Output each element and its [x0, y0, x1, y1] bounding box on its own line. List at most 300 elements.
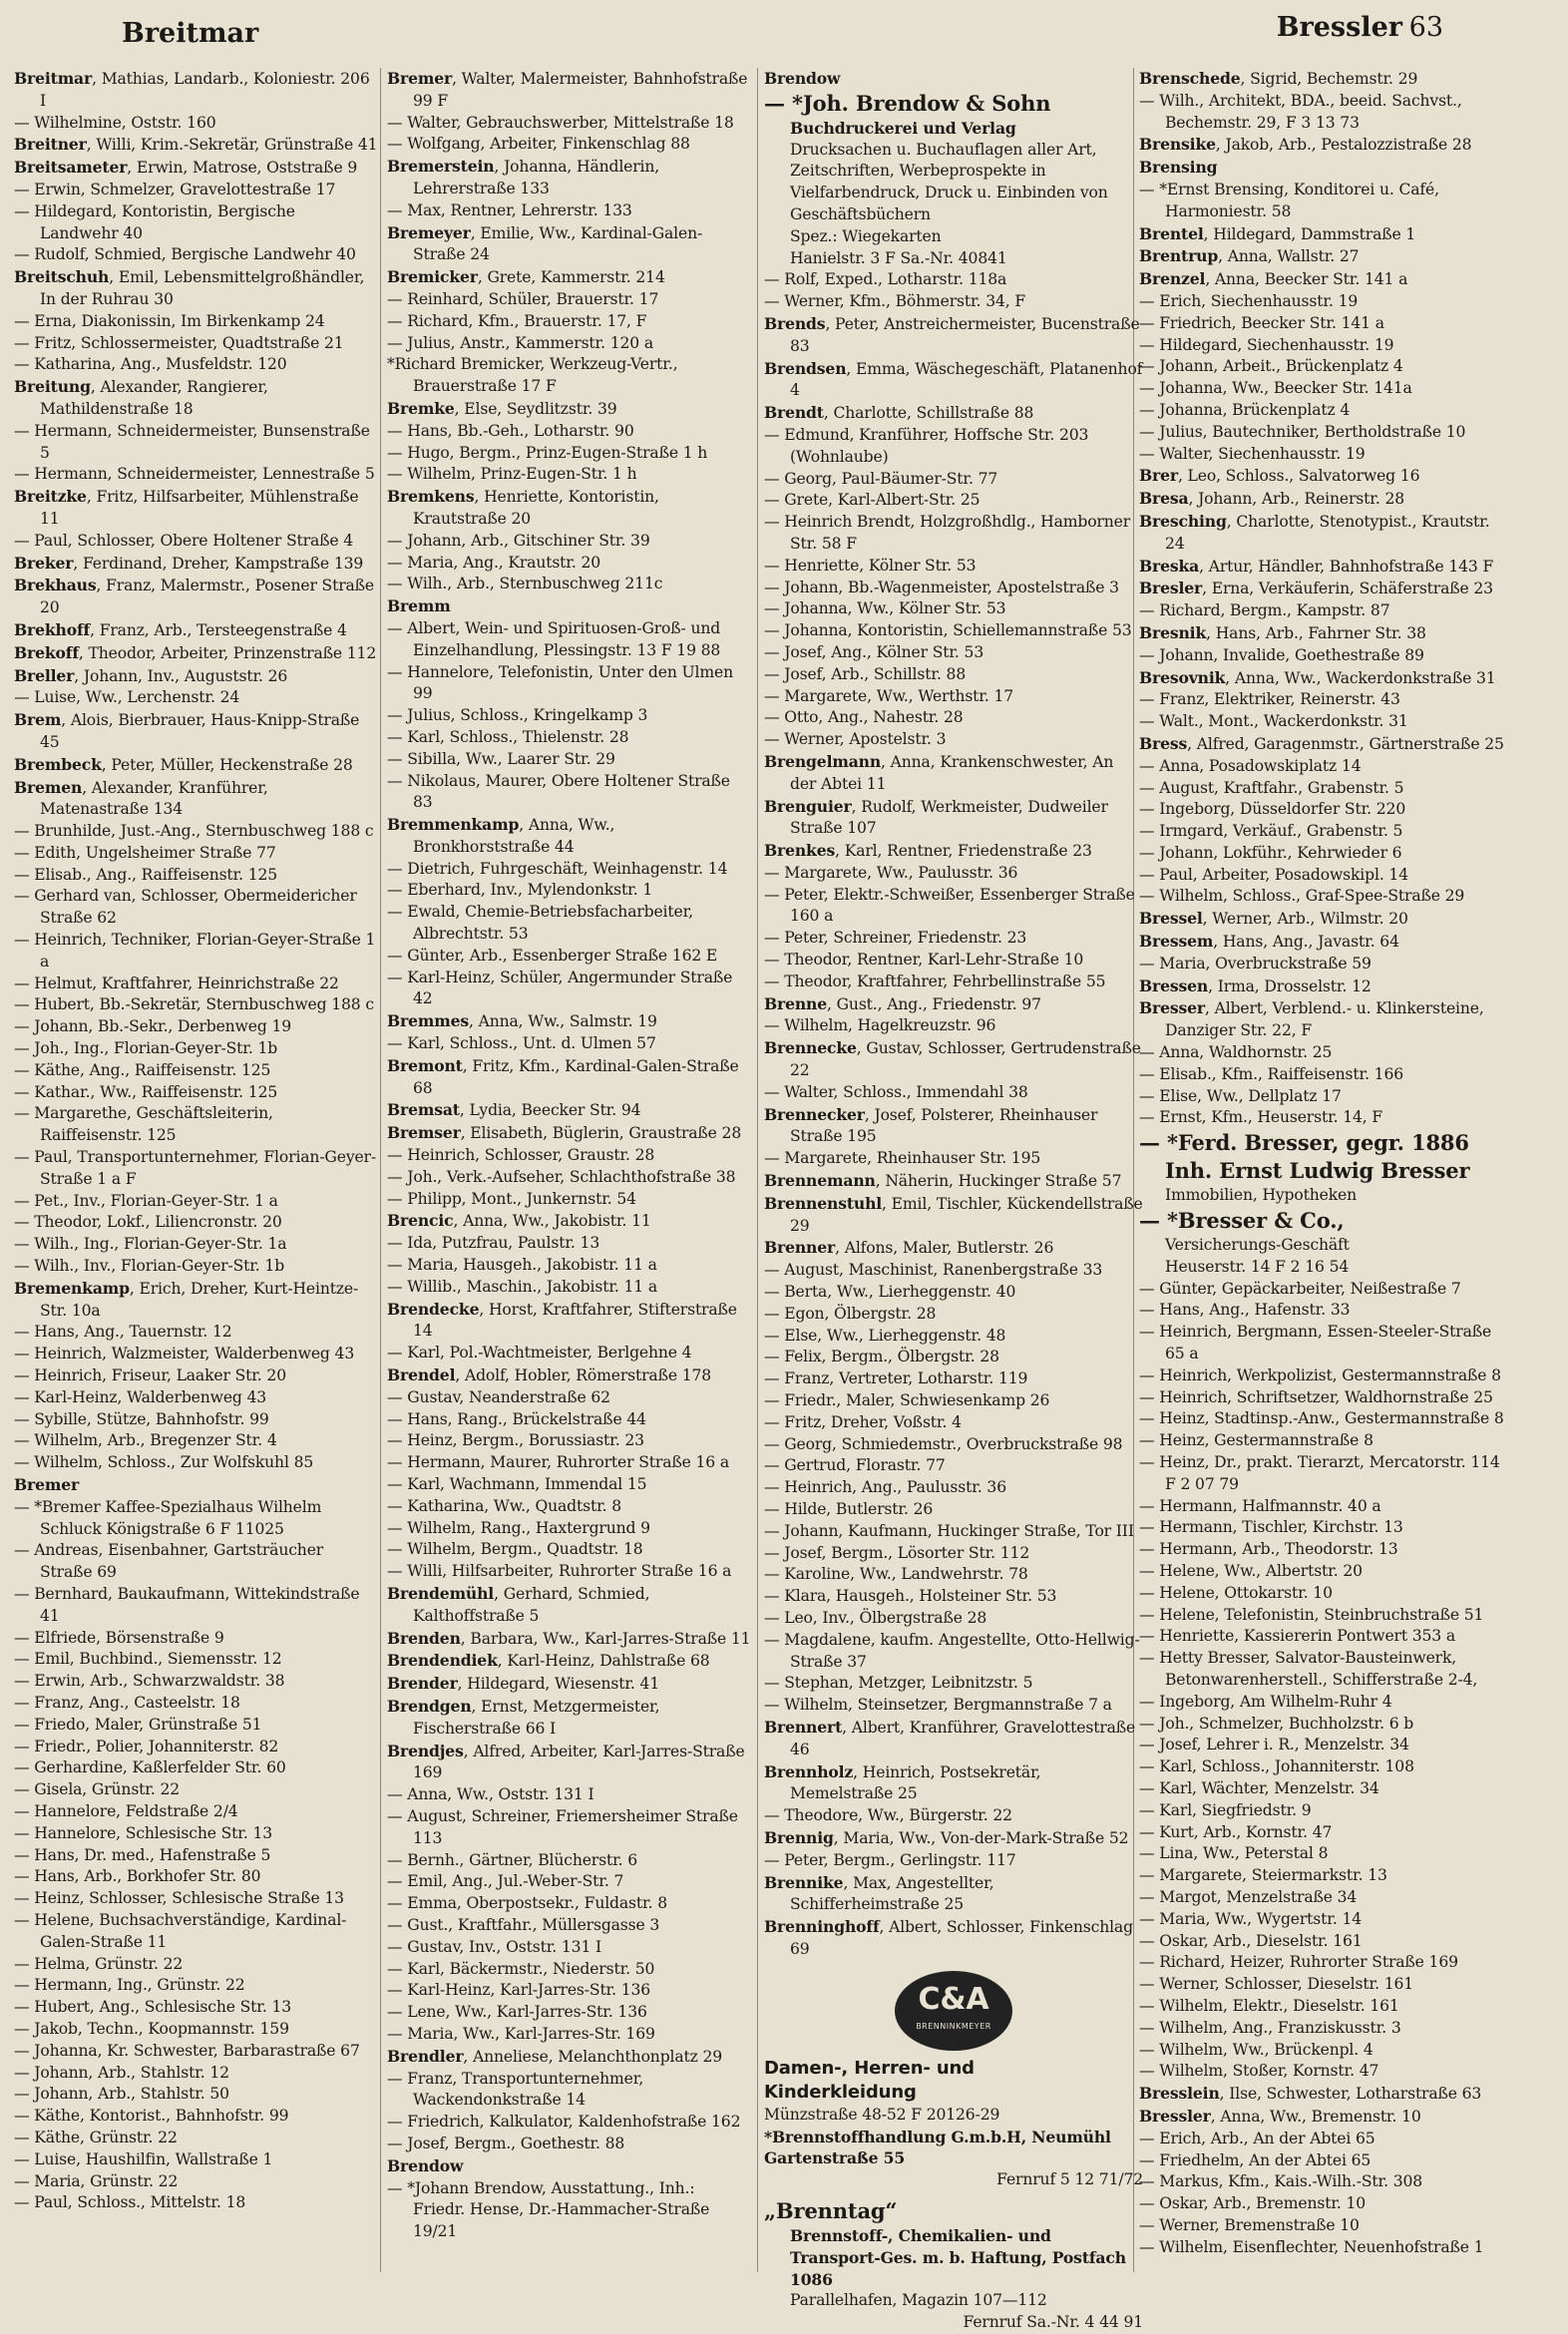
entry-details: — Franz, Elektriker, Reinerstr. 43 [1139, 690, 1400, 709]
directory-entry [1139, 2237, 1510, 2259]
directory-entry [14, 1278, 378, 1323]
entry-details: , Leo, Schloss., Salvatorweg 16 [1177, 467, 1420, 486]
directory-entry [764, 402, 1143, 425]
entry-details: — Wilhelm, Rang., Haxtergrund 9 [387, 1518, 650, 1537]
directory-entry [387, 1343, 751, 1364]
directory-entry [14, 531, 378, 553]
directory-entry [764, 1850, 1143, 1872]
directory-entry [1139, 1756, 1510, 1778]
entry-details: , Emma, Wäschegeschäft, Platanenhof 4 [790, 359, 1143, 400]
entry-details: — Karl, Siegfriedstr. 9 [1139, 1800, 1312, 1819]
directory-entry [14, 886, 378, 930]
directory-entry [1139, 975, 1510, 998]
entry-surname: Brennike [764, 1872, 844, 1892]
entry-details: — Wilh., Inv., Florian-Geyer-Str. 1b [14, 1257, 285, 1276]
directory-entry [764, 1521, 1143, 1543]
directory-entry [1139, 1452, 1510, 1496]
entry-details: — Philipp, Mont., Junkernstr. 54 [387, 1189, 636, 1208]
entry-details: — Heinrich, Schlosser, Graustr. 28 [387, 1146, 655, 1165]
directory-entry [14, 1103, 378, 1147]
entry-details: — Katharina, Ang., Musfeldstr. 120 [14, 355, 287, 374]
directory-entry [387, 1055, 751, 1100]
directory-entry [1139, 843, 1510, 865]
directory-entry [1139, 778, 1510, 800]
entry-surname: Breitzke [14, 487, 87, 507]
entry-surname: Bremicker [387, 267, 478, 287]
directory-entry [14, 1866, 378, 1888]
entry-details: — Emma, Oberpostsekr., Fuldastr. 8 [387, 1894, 667, 1913]
directory-entry [14, 2041, 378, 2063]
entry-details: — Bernhard, Baukaufmann, Wittekindstraße 41 [14, 1584, 360, 1625]
entry-details: — Johann, Bb.-Sekr., Derbenweg 19 [14, 1017, 292, 1036]
entry-details: — Hans, Ang., Hafenstr. 33 [1139, 1301, 1351, 1320]
directory-entry [14, 1452, 378, 1474]
directory-entry [387, 2046, 751, 2069]
entry-details: — Anna, Posadowskiplatz 14 [1139, 756, 1362, 775]
directory-entry [387, 618, 751, 662]
directory-entry [1139, 1931, 1510, 1953]
entry-details: — Peter, Schreiner, Friedenstr. 23 [764, 929, 1027, 948]
directory-entry [764, 1499, 1143, 1521]
directory-entry [14, 1997, 378, 2019]
directory-entry [14, 1344, 378, 1365]
entry-surname: Brekhoff [14, 619, 91, 639]
directory-entry [1139, 2129, 1510, 2150]
entry-details: — Walter, Siechenhausstr. 19 [1139, 444, 1366, 463]
entry-details: — Elfriede, Börsenstraße 9 [14, 1628, 224, 1647]
directory-entry [387, 421, 751, 443]
directory-entry [764, 1761, 1143, 1806]
ca-logo-text: C&A [918, 1981, 989, 2017]
entry-details: — Heinz, Dr., prakt. Tierarzt, Mercatorstr. 114 F 2 07 79 [1139, 1453, 1500, 1493]
directory-entry [14, 843, 378, 865]
entry-details: — Johann, Bb.-Wagenmeister, Apostelstraße 3 [764, 578, 1119, 596]
directory-entry [764, 512, 1143, 556]
entry-details: — Wilh., Ing., Florian-Geyer-Str. 1a [14, 1235, 287, 1254]
entry-details: — Heinrich, Walzmeister, Walderbenweg 43 [14, 1345, 355, 1363]
entry-details: — Franz, Vertreter, Lotharstr. 119 [764, 1369, 1028, 1388]
entry-details: — Margarethe, Geschäftsleiterin, Raiffeisenstr. 125 [14, 1104, 273, 1145]
entry-details: , Hildegard, Dammstraße 1 [1203, 224, 1416, 243]
directory-entry [14, 486, 378, 531]
entry-details: — Hans, Ang., Tauernstr. 12 [14, 1323, 232, 1342]
directory-entry [1139, 1692, 1510, 1714]
entry-details: — Hermann, Schneidermeister, Bunsenstraße 5 [14, 421, 370, 462]
entry-details: — Egon, Ölbergstr. 28 [764, 1304, 937, 1323]
directory-entry [1139, 2150, 1510, 2172]
entry-details: — Lina, Ww., Peterstal 8 [1139, 1844, 1329, 1863]
directory-entry [387, 2002, 751, 2024]
entry-details: — Elisab., Kfm., Raiffeisenstr. 166 [1139, 1064, 1403, 1083]
entry-details: — Wilhelm, Prinz-Eugen-Str. 1 h [387, 465, 637, 484]
directory-entry [764, 1805, 1143, 1827]
directory-entry [1139, 444, 1510, 466]
entry-surname: Brenschede [1139, 69, 1241, 88]
entry-details: — Hugo, Bergm., Prinz-Eugen-Straße 1 h [387, 443, 708, 462]
entry-surname: Brenzel [1139, 269, 1206, 289]
entry-details: , Alexander, Rangierer, Mathildenstraße 18 [40, 378, 268, 418]
directory-entry [1139, 422, 1510, 444]
directory-entry [764, 578, 1143, 599]
entry-details: , Hans, Arb., Fahrner Str. 38 [1206, 623, 1426, 642]
directory-entry [764, 556, 1143, 578]
entry-details: — Friedrich, Kalkulator, Kaldenhofstraße 162 [387, 2113, 741, 2132]
entry-details: — Hermann, Halfmannstr. 40 a [1139, 1496, 1381, 1515]
entry-details: — Wilhelm, Schloss., Zur Wolfskuhl 85 [14, 1453, 314, 1472]
entry-surname: Brembeck [14, 754, 102, 774]
entry-details: — Käthe, Grünstr. 22 [14, 2128, 178, 2146]
entry-details: — Helene, Ww., Albertstr. 20 [1139, 1562, 1363, 1580]
directory-entry [14, 68, 378, 113]
directory-entry [387, 1806, 751, 1850]
directory-entry [14, 1910, 378, 1954]
entry-details: , Karl, Rentner, Friedenstraße 23 [835, 842, 1092, 861]
directory-entry [14, 1016, 378, 1038]
entry-surname: Brendt [764, 403, 824, 423]
directory-entry [764, 1434, 1143, 1456]
directory-entry [764, 620, 1143, 642]
directory-entry [1139, 1042, 1510, 1064]
entry-details: — Ernst, Kfm., Heuserstr. 14, F [1139, 1108, 1383, 1127]
entry-details: — Karl-Heinz, Karl-Jarres-Str. 136 [387, 1981, 651, 2000]
entry-surname: Brennemann [764, 1171, 876, 1191]
directory-entry [14, 1888, 378, 1910]
directory-entry [764, 490, 1143, 512]
directory-entry [1139, 134, 1510, 157]
entry-details: , Walter, Malermeister, Bahnhofstraße 99 F [413, 70, 748, 110]
directory-entry [387, 1893, 751, 1915]
entry-surname: Brennholz [764, 1761, 854, 1781]
entry-surname: Brendler [387, 2046, 464, 2066]
entry-details: , Horst, Kraftfahrer, Stifterstraße 14 [413, 1300, 737, 1341]
directory-entry [1139, 465, 1510, 488]
entry-details: — Fritz, Dreher, Voßstr. 4 [764, 1412, 962, 1431]
entry-details: — Heinrich, Schriftsetzer, Waldhornstraße 25 [1139, 1387, 1493, 1406]
entry-surname: Brendemühl [387, 1583, 495, 1603]
entry-details: , Emil, Lebensmittelgroßhändler, In der Ruhrau 30 [40, 268, 365, 308]
entry-details: , Theodor, Arbeiter, Prinzenstraße 112 [78, 643, 377, 662]
entry-details: — Hermann, Maurer, Ruhrorter Straße 16 a [387, 1453, 729, 1472]
directory-entry [1139, 886, 1510, 908]
directory-entry [764, 796, 1143, 841]
entry-details: — Kurt, Arb., Kornstr. 47 [1139, 1822, 1333, 1841]
entry-details: , Erna, Verkäuferin, Schäferstraße 23 [1202, 580, 1493, 598]
entry-details: — Heinz, Bergm., Borussiastr. 23 [387, 1431, 644, 1450]
directory-entry [14, 1975, 378, 1997]
ca-advert-logo-wrap [764, 1971, 1143, 2051]
entry-details: — Anna, Waldhornstr. 25 [1139, 1043, 1333, 1062]
entry-details: — Edmund, Kranführer, Hoffsche Str. 203 (Wohnlaube) [764, 425, 1089, 466]
directory-entry [14, 201, 378, 245]
directory-entry [1139, 2061, 1510, 2083]
directory-entry [387, 1122, 751, 1145]
directory-entry [14, 1409, 378, 1431]
entry-details: — Maria, Hausgeh., Jakobistr. 11 a [387, 1256, 657, 1275]
entry-surname: Bresnik [1139, 622, 1207, 642]
directory-entry [1139, 356, 1510, 378]
entry-details: — Luise, Ww., Lerchenstr. 24 [14, 688, 240, 707]
directory-entry [1139, 865, 1510, 887]
entry-details: — Hermann, Ing., Grünstr. 22 [14, 1976, 245, 1995]
column-1 [14, 68, 378, 2272]
entry-details: — Hilde, Butlerstr. 26 [764, 1500, 934, 1518]
entry-details: — Karl, Schloss., Johanniterstr. 108 [1139, 1757, 1414, 1776]
directory-entry [14, 1584, 378, 1628]
entry-surname: Brendendiek [387, 1651, 498, 1671]
directory-entry [387, 880, 751, 902]
entry-details: , Hans, Ang., Javastr. 64 [1213, 933, 1399, 952]
entry-details: , Werner, Arb., Wilmstr. 20 [1202, 910, 1408, 929]
directory-entry [1139, 1279, 1510, 1301]
page-number: 63 [1408, 12, 1443, 43]
directory-entry [1139, 2171, 1510, 2193]
directory-entry [1139, 578, 1510, 600]
directory-entry [764, 1082, 1143, 1104]
ca-logo-subtext: BRENNINKMEYER [916, 2021, 991, 2031]
entry-details: , Ernst, Metzgermeister, Fischerstraße 66 I [413, 1697, 660, 1738]
entry-surname: Brennecker [764, 1104, 865, 1124]
directory-entry [387, 705, 751, 727]
entry-details: — Friedrich, Beecker Str. 141 a [1139, 313, 1384, 332]
directory-entry [14, 1801, 378, 1823]
entry-details: , Adolf, Hobler, Römerstraße 178 [455, 1366, 712, 1385]
directory-entry [1139, 1626, 1510, 1648]
entry-details: — Paul, Schlosser, Obere Holtener Straße 4 [14, 531, 354, 550]
entry-details: — Georg, Schmiedemstr., Overbruckstraße 98 [764, 1434, 1123, 1453]
directory-entry [387, 749, 751, 771]
directory-entry [1139, 180, 1510, 223]
directory-entry [1139, 1648, 1510, 1692]
directory-entry [14, 1365, 378, 1387]
directory-entry [1139, 622, 1510, 645]
entry-details: — Joh., Ing., Florian-Geyer-Str. 1b [14, 1039, 278, 1058]
directory-entry [14, 2106, 378, 2128]
entry-details: , Albert, Schlosser, Finkenschlag 69 [790, 1918, 1133, 1958]
entry-details: — Wilhelm, Ww., Brückenpl. 4 [1139, 2040, 1373, 2059]
entry-details: — Heinrich Brendt, Holzgroßhdlg., Hamborner Str. 58 F [764, 513, 1131, 553]
entry-details: — Käthe, Ang., Raiffeisenstr. 125 [14, 1060, 271, 1079]
directory-entry [387, 814, 751, 859]
entry-surname: Brennig [764, 1827, 834, 1847]
entry-details: — Wilhelm, Bergm., Quadtstr. 18 [387, 1540, 643, 1559]
advert-heading: Kinderkleidung [764, 2081, 917, 2103]
directory-entry [387, 1539, 751, 1561]
entry-details: , Jakob, Arb., Pestalozzistraße 28 [1215, 136, 1472, 155]
entry-details: — Berta, Ww., Lierheggenstr. 40 [764, 1283, 1016, 1302]
entry-details: — Georg, Paul-Bäumer-Str. 77 [764, 469, 998, 488]
directory-entry [387, 1452, 751, 1474]
directory-entry [387, 1937, 751, 1959]
entry-details: , Sigrid, Bechemstr. 29 [1240, 70, 1418, 88]
entry-details: — Helma, Grünstr. 22 [14, 1954, 184, 1973]
entry-details: , Charlotte, Stenotypist., Krautstr. 24 [1165, 512, 1490, 553]
directory-entry [387, 595, 751, 618]
directory-entry [14, 1256, 378, 1278]
entry-surname: Breller [14, 665, 75, 685]
entry-details: — Heinz, Schlosser, Schlesische Straße 13 [14, 1889, 344, 1908]
entry-details: — Wilhelm, Elektr., Dieselstr. 161 [1139, 1996, 1399, 2015]
directory-entry [387, 1233, 751, 1255]
directory-entry [387, 946, 751, 968]
directory-entry [764, 751, 1143, 796]
directory-entry [387, 859, 751, 881]
surname-heading: Brendow [764, 69, 841, 88]
entry-surname: Brer [1139, 466, 1178, 486]
entry-surname: Brensing [1139, 158, 1218, 178]
directory-entry [14, 1234, 378, 1256]
entry-details: — Margarete, Rheinhauser Str. 195 [764, 1149, 1041, 1168]
directory-entry [14, 1497, 378, 1541]
directory-entry [14, 157, 378, 180]
entry-details: — Bernh., Gärtner, Blücherstr. 6 [387, 1850, 638, 1869]
directory-entry [14, 665, 378, 688]
directory-entry [387, 1871, 751, 1893]
entry-details: — Gerhardine, Kaßlerfelder Str. 60 [14, 1758, 286, 1777]
entry-details: — Erich, Arb., An der Abtei 65 [1139, 2129, 1375, 2147]
entry-details: , Fritz, Hilfsarbeiter, Mühlenstraße 11 [40, 488, 359, 528]
entry-details: — Emil, Ang., Jul.-Weber-Str. 7 [387, 1872, 624, 1891]
directory-entry [387, 1915, 751, 1937]
entry-details: , Anneliese, Melanchthonplatz 29 [463, 2047, 723, 2066]
entry-details: — Heinrich, Friseur, Laaker Str. 20 [14, 1366, 286, 1385]
directory-entry [387, 1673, 751, 1696]
entry-details: — Hermann, Tischler, Kirchstr. 13 [1139, 1518, 1403, 1537]
entry-details: — Theodor, Lokf., Liliencronstr. 20 [14, 1213, 282, 1232]
entry-details: — Helene, Buchsachverständige, Kardinal-Galen-Straße 11 [14, 1910, 347, 1951]
entry-surname: Brenner [764, 1238, 836, 1258]
header-last-entry: Bressler [1276, 12, 1402, 43]
entry-surname: Bremont [387, 1055, 463, 1075]
directory-entry [387, 156, 751, 200]
entry-details: — Joh., Verk.-Aufseher, Schlachthofstraße 38 [387, 1167, 736, 1186]
directory-entry [764, 1543, 1143, 1565]
entry-details: — Ingeborg, Düsseldorfer Str. 220 [1139, 800, 1406, 819]
entry-surname: Bresa [1139, 489, 1189, 509]
entry-details: , Franz, Malermstr., Posener Straße 20 [40, 577, 374, 617]
directory-entry [14, 464, 378, 486]
directory-entry [14, 930, 378, 973]
directory-entry [1139, 1714, 1510, 1736]
directory-entry [764, 972, 1143, 993]
directory-entry [1139, 2018, 1510, 2040]
entry-details: — Paul, Transportunternehmer, Florian-Geyer-Straße 1 a F [14, 1148, 376, 1188]
entry-surname: Bressel [1139, 909, 1203, 929]
directory-entry [764, 313, 1143, 358]
directory-entry [14, 1628, 378, 1650]
directory-entry [14, 1147, 378, 1191]
directory-entry [14, 1671, 378, 1693]
entry-details: — Johann, Lokführ., Kehrwieder 6 [1139, 843, 1402, 862]
directory-entry [1139, 1561, 1510, 1583]
entry-surname: Bremke [387, 398, 455, 418]
entry-details: — Karl, Schloss., Thielenstr. 28 [387, 727, 629, 746]
directory-entry [387, 1299, 751, 1344]
directory-entry [14, 1212, 378, 1234]
entry-details: — Margarete, Steiermarkstr. 13 [1139, 1866, 1387, 1885]
directory-entry [14, 134, 378, 157]
directory-entry [764, 664, 1143, 686]
directory-entry [1139, 733, 1510, 756]
directory-entry [1139, 908, 1510, 931]
entry-details: — Günter, Gepäckarbeiter, Neißestraße 7 [1139, 1279, 1461, 1298]
entry-details: — Joh., Schmelzer, Buchholzstr. 6 b [1139, 1714, 1414, 1733]
directory-entry [1139, 667, 1510, 690]
directory-entry [764, 1477, 1143, 1499]
directory-entry [14, 354, 378, 376]
brenntag-subtitle: Brennstoff-, Chemikalien- und Transport-Ges. m. b. Haftung, Postfach 1086 [790, 2225, 1126, 2289]
directory-entry [387, 1741, 751, 1785]
entry-surname: Brendel [387, 1365, 456, 1385]
directory-entry [387, 1409, 751, 1431]
entry-details: , Mathias, Landarb., Koloniestr. 206 I [40, 70, 370, 110]
directory-entry [387, 1010, 751, 1033]
directory-entry [387, 443, 751, 465]
directory-entry [14, 244, 378, 266]
directory-entry [14, 754, 378, 777]
advert-heading: Damen-, Herren- und [764, 2057, 975, 2079]
directory-entry [764, 425, 1143, 469]
entry-details: — Wilhelm, Hagelkreuzstr. 96 [764, 1016, 996, 1035]
entry-details: — Erich, Siechenhausstr. 19 [1139, 291, 1359, 310]
entry-details: , Irma, Drosselstr. 12 [1208, 976, 1372, 995]
directory-entry [1139, 511, 1510, 556]
entry-details: — *Ernst Brensing, Konditorei u. Café, Harmoniestr. 58 [1139, 180, 1439, 220]
entry-details: — Johanna, Ww., Beecker Str. 141a [1139, 379, 1412, 398]
entry-details: — Grete, Karl-Albert-Str. 25 [764, 491, 980, 510]
entry-surname: Bresser [1139, 998, 1205, 1018]
entry-surname: Breitschuh [14, 267, 110, 287]
directory-entry [387, 1980, 751, 2002]
directory-entry [764, 1564, 1143, 1586]
directory-entry [387, 1583, 751, 1628]
entry-details: — Gerhard van, Schlosser, Obermeidericher Straße 62 [14, 887, 357, 928]
entry-details: , Fritz, Kfm., Kardinal-Galen-Straße 68 [413, 1056, 739, 1097]
entry-details: — Wilhelm, Arb., Bregenzer Str. 4 [14, 1431, 277, 1450]
directory-entry [1139, 645, 1510, 667]
entry-details: — Karl, Wachmann, Immendal 15 [387, 1475, 647, 1493]
directory-entry [764, 1695, 1143, 1717]
entry-details: — Friedhelm, An der Abtei 65 [1139, 2150, 1372, 2169]
entry-surname: Breitner [14, 135, 87, 155]
entry-details: , Elisabeth, Büglerin, Graustraße 28 [460, 1124, 742, 1143]
advert-phone: Fernruf 5 12 71/72 [996, 2170, 1143, 2189]
directory-entry [387, 68, 751, 113]
entry-details: — Johann, Arb., Stahlstr. 12 [14, 2063, 229, 2082]
entry-details: , Anna, Ww., Salmstr. 19 [468, 1012, 657, 1031]
directory-entry [764, 1717, 1143, 1761]
entry-details: — Margot, Menzelstraße 34 [1139, 1887, 1358, 1906]
directory-entry [1139, 1517, 1510, 1539]
directory-entry [764, 1390, 1143, 1412]
entry-details: — Sybille, Stütze, Bahnhofstr. 99 [14, 1409, 269, 1428]
entry-details: — Johanna, Kr. Schwester, Barbarastraße 67 [14, 2041, 360, 2060]
entry-details: — August, Maschinist, Ranenbergstraße 33 [764, 1261, 1103, 1280]
directory-entry [387, 1784, 751, 1806]
entry-details: — Helene, Ottokarstr. 10 [1139, 1583, 1333, 1602]
directory-entry [387, 2069, 751, 2113]
entry-details: — Paul, Arbeiter, Posadowskipl. 14 [1139, 865, 1408, 884]
directory-entry [14, 1845, 378, 1867]
entry-details: — Werner, Bremenstraße 10 [1139, 2215, 1360, 2234]
directory-entry [14, 2192, 378, 2214]
entry-surname: Brender [387, 1674, 458, 1694]
entry-details: — Willi, Hilfsarbeiter, Ruhrorter Straße 16 a [387, 1562, 732, 1581]
entry-details: , Emilie, Ww., Kardinal-Galen-Straße 24 [413, 223, 703, 264]
entry-details: — Maria, Grünstr. 22 [14, 2171, 179, 2190]
entry-details: — Jakob, Techn., Koopmannstr. 159 [14, 2019, 289, 2038]
entry-details: , Maria, Ww., Von-der-Mark-Straße 52 [833, 1828, 1129, 1847]
directory-entry [1139, 756, 1510, 778]
